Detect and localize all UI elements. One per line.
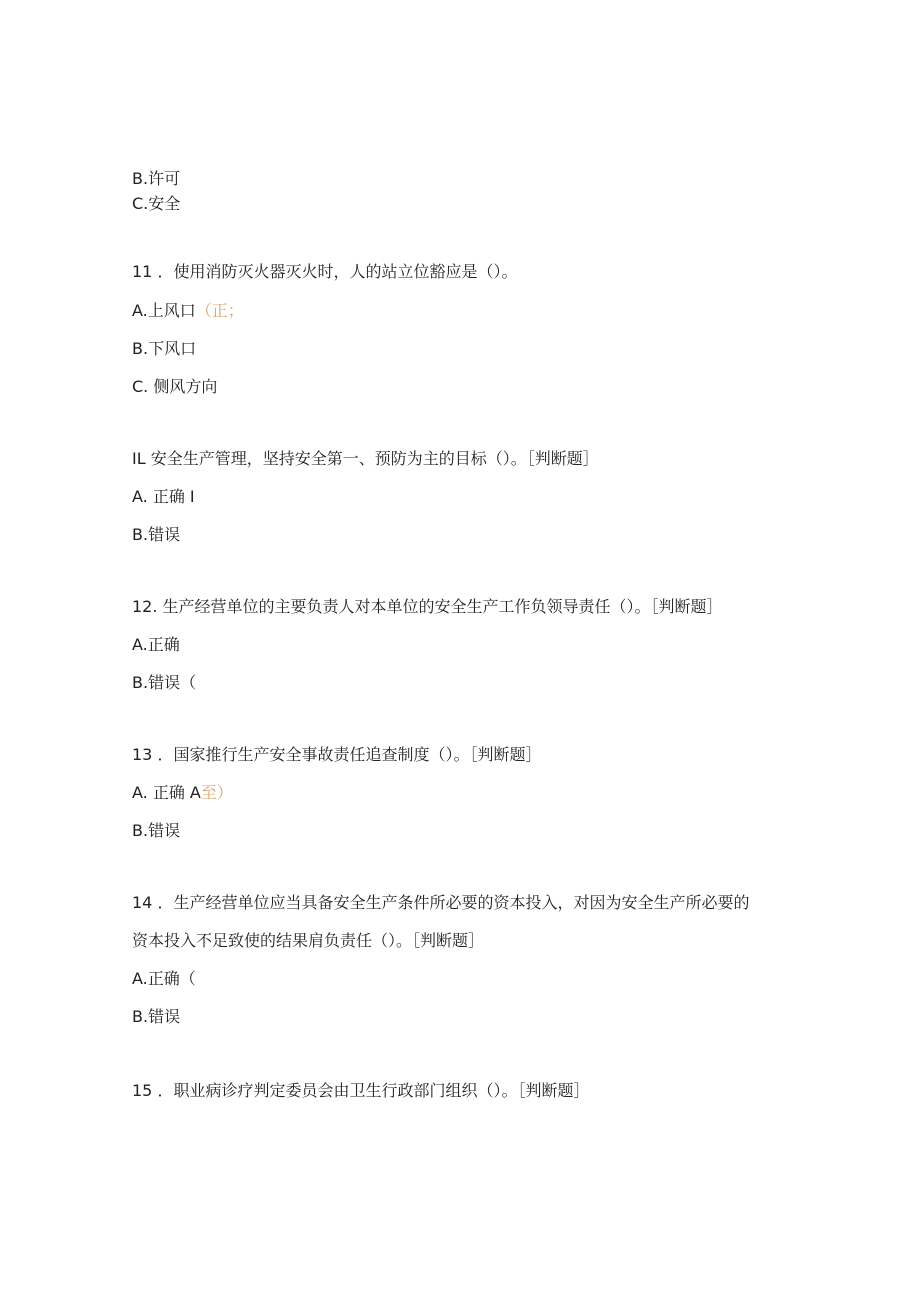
question-15: 15 ．职业病诊疗判定委员会由卫生行政部门组织（）。［判断题］ [132, 1081, 590, 1100]
handwritten-note: （正； [195, 301, 244, 320]
handwritten-note: 至） [200, 783, 233, 802]
option-b-11: B.下风口 [132, 339, 197, 358]
option-a-11: A.上风口（正； [132, 301, 244, 320]
question-13: 13 ．国家推行生产安全事故责任追查制度（）。［判断题］ [132, 745, 542, 764]
option-a-12: A.正确 [132, 635, 180, 654]
question-14: 14 ．生产经营单位应当具备安全生产条件所必要的资本投入，对因为安全生产所必要的 [132, 893, 750, 912]
option-c-11: C. 侧风方向 [132, 377, 218, 396]
option-b-il: B.错误 [132, 525, 181, 544]
option-c-10: C.安全 [132, 194, 181, 213]
question-12: 12. 生产经营单位的主要负责人对本单位的安全生产工作负领导责任（）。［判断题］ [132, 597, 723, 616]
question-11: 11 ．使用消防灭火器灭火时，人的站立位豁应是（）。 [132, 262, 518, 281]
option-a-il: A. 正确 I [132, 487, 195, 506]
option-b-10: B.许可 [132, 169, 181, 188]
option-b-14: B.错误 [132, 1007, 181, 1026]
option-b-13: B.错误 [132, 821, 181, 840]
option-a-13: A. 正确 A至） [132, 783, 233, 802]
question-il: IL 安全生产管理，坚持安全第一、预防为主的目标（）。［判断题］ [132, 449, 599, 468]
question-14-cont: 资本投入不足致使的结果肩负责任（）。［判断题］ [132, 931, 485, 950]
option-a-14: A.正确（ [132, 969, 196, 988]
option-b-12: B.错误（ [132, 673, 197, 692]
